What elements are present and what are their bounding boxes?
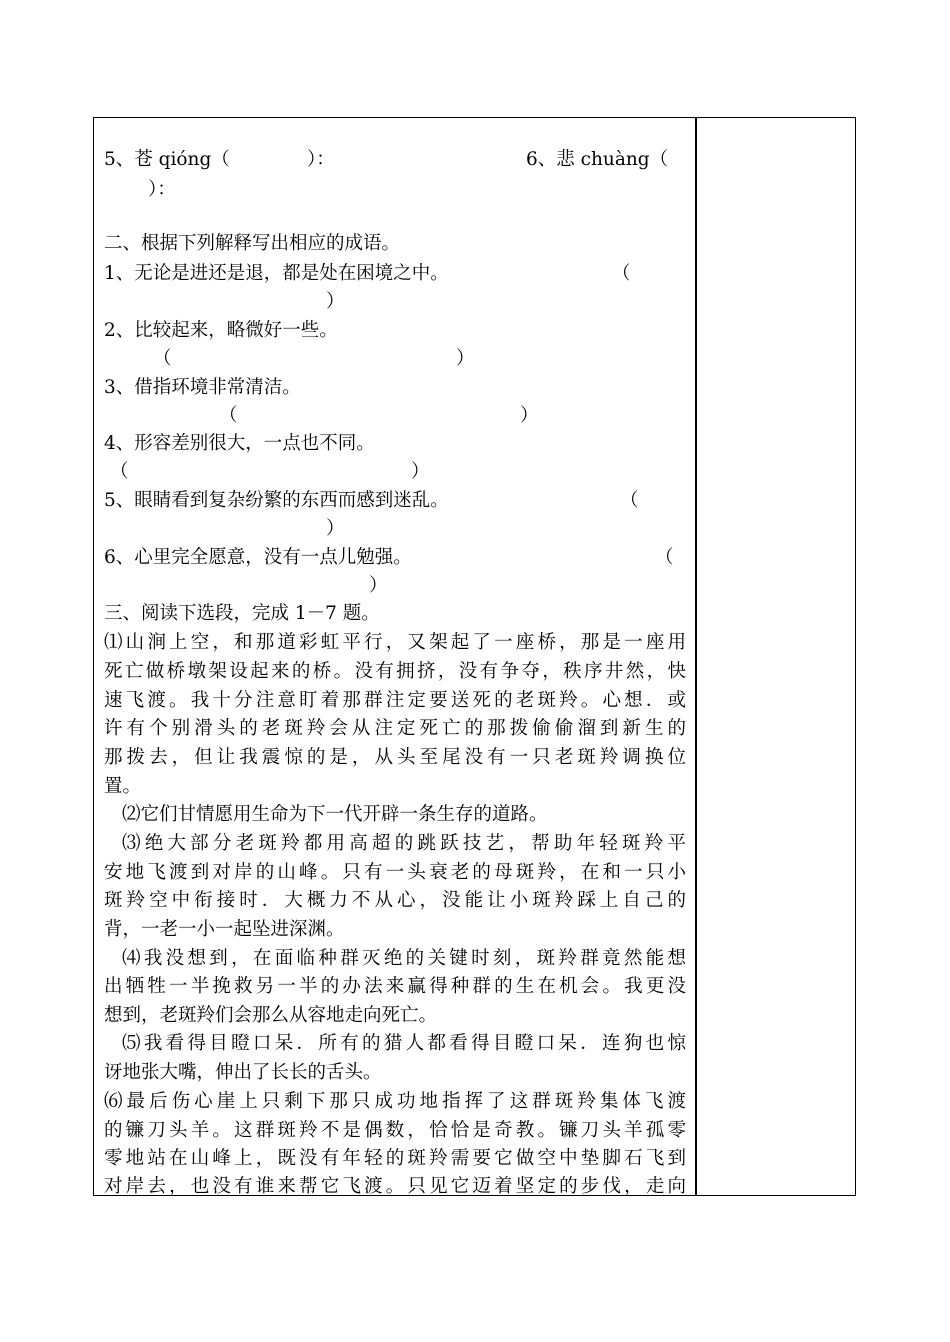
passage-line: 许有个别滑头的老斑羚会从注定死亡的那拨偷偷溜到新生的 (104, 718, 686, 739)
passage-line: ⑹最后伤心崖上只剩下那只成功地指挥了这群斑羚集体飞渡 (104, 1091, 686, 1112)
vocab-item-6-close: ）： (148, 179, 176, 200)
idiom-item-3-text: 3、借指环境非常清洁。 (104, 377, 301, 398)
idiom-item-1-close: ） (326, 291, 345, 312)
section-3-title: 三、阅读下选段，完成 1－7 题。 (104, 603, 380, 624)
idiom-item-4-open: （ (110, 461, 129, 482)
passage-line: 那拨去，但让我震惊的是，从头至尾没有一只老斑羚调换位 (104, 747, 686, 768)
passage-line: 出牺牲一半挽救另一半的办法来赢得种群的生在机会。我更没 (104, 976, 686, 997)
passage-line: 的镰刀头羊。这群斑羚不是偶数，恰恰是奇教。镰刀头羊孤零 (104, 1120, 686, 1141)
passage-line: 速飞渡。我十分注意盯着那群注定要送死的老斑羚。心想．或 (104, 690, 686, 711)
passage-line: 背，一老一小一起坠进深渊。 (104, 919, 345, 940)
idiom-item-5-close: ） (326, 518, 345, 539)
section-2-title: 二、根据下列解释写出相应的成语。 (104, 233, 401, 254)
column-divider (695, 117, 697, 1196)
idiom-item-2-text: 2、比较起来，略微好一些。 (104, 320, 338, 341)
idiom-item-6-close: ） (369, 575, 388, 596)
idiom-item-4-close: ） (411, 461, 430, 482)
idiom-item-3-open: （ (219, 405, 238, 426)
passage-line: 对岸去，也没有谁来帮它飞渡。只见它迈着坚定的步伐，走向 (104, 1176, 686, 1197)
passage-line: ⑵它们甘情愿用生命为下一代开辟一条生存的道路。 (122, 804, 548, 825)
idiom-item-5-open: （ (620, 490, 639, 511)
passage-line: 死亡做桥墩架设起来的桥。没有拥挤，没有争夺，秩序井然，快 (104, 661, 686, 682)
idiom-item-1-open: （ (612, 263, 631, 284)
passage-line: ⑸我看得目瞪口呆．所有的猎人都看得目瞪口呆．连狗也惊 (122, 1033, 686, 1054)
passage-line: 安地飞渡到对岸的山峰。只有一头衰老的母斑羚，在和一只小 (104, 862, 686, 883)
idiom-item-2-open: （ (153, 348, 172, 369)
idiom-item-4-text: 4、形容差别很大，一点也不同。 (104, 433, 375, 454)
vocab-item-5-close: ）： (307, 149, 335, 170)
passage-line: 置。 (104, 776, 142, 797)
passage-line: 想到，老斑羚们会那么从容地走向死亡。 (104, 1005, 438, 1026)
idiom-item-6-open: （ (655, 547, 674, 568)
idiom-item-6-text: 6、心里完全愿意，没有一点儿勉强。 (104, 547, 412, 568)
idiom-item-1-text: 1、无论是进还是退，都是处在困境之中。 (104, 263, 449, 284)
vocab-item-5-label: 5、苍 qióng（ (104, 149, 230, 170)
passage-line: 讶地张大嘴，伸出了长长的舌头。 (104, 1062, 382, 1083)
passage-line: ⑶绝大部分老斑羚都用高超的跳跃技艺，帮助年轻斑羚平 (122, 833, 686, 854)
vocab-item-6-label: 6、悲 chuàng（ (526, 149, 669, 170)
passage-line: ⑴山涧上空，和那道彩虹平行，又架起了一座桥，那是一座用 (104, 632, 686, 653)
passage-line: ⑷我没想到，在面临种群灭绝的关键时刻，斑羚群竟然能想 (122, 948, 686, 969)
idiom-item-2-close: ） (456, 348, 475, 369)
idiom-item-5-text: 5、眼睛看到复杂纷繁的东西而感到迷乱。 (104, 490, 449, 511)
passage-line: 零地站在山峰上，既没有年轻的斑羚需要它做空中垫脚石飞到 (104, 1148, 686, 1169)
idiom-item-3-close: ） (520, 405, 539, 426)
passage-line: 斑羚空中衔接时．大概力不从心，没能让小斑羚踩上自己的 (104, 890, 686, 911)
